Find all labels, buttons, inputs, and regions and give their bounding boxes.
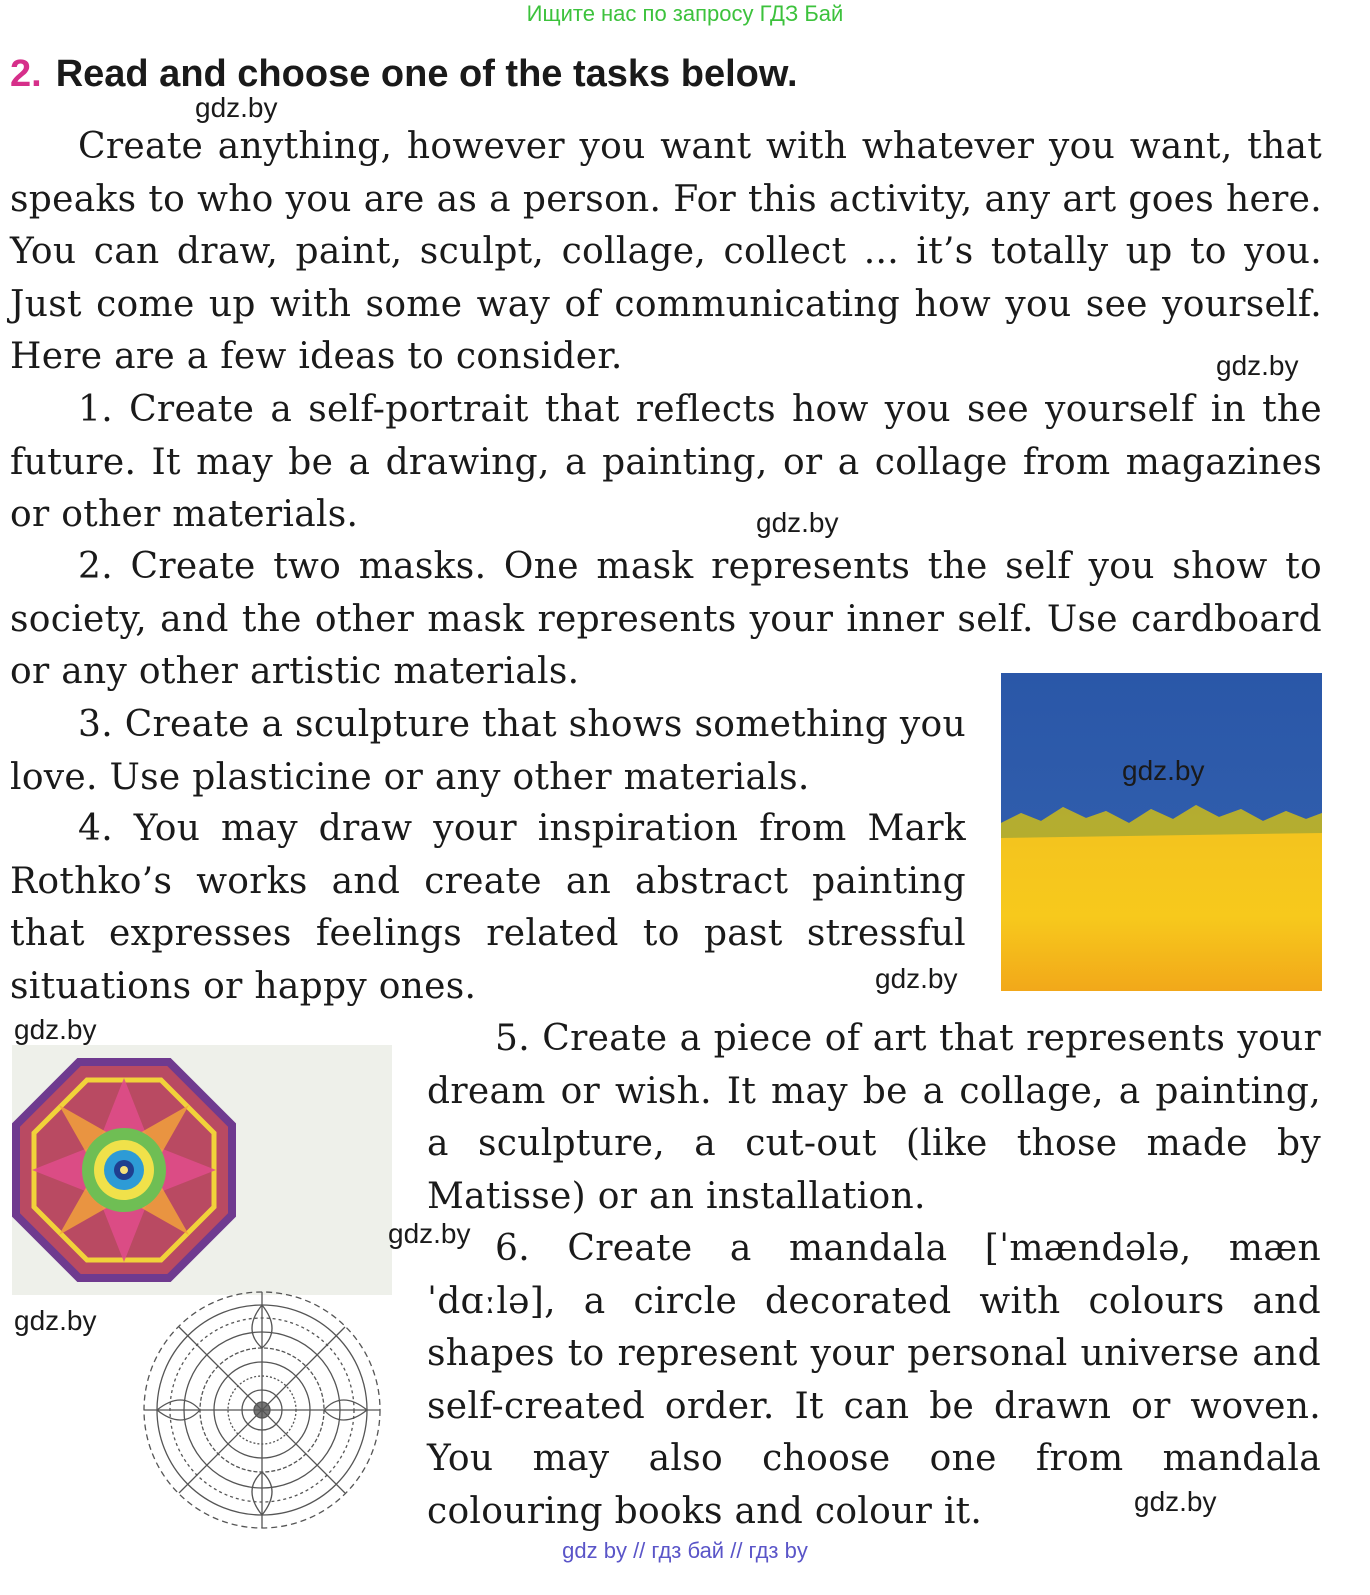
woven-mandala-image [12, 1045, 392, 1295]
task-heading [10, 52, 798, 96]
watermark: gdz.by [1134, 1486, 1217, 1517]
footer-links: gdz by // гдз бай // гдз by [562, 1538, 808, 1563]
task-4 [10, 803, 966, 1013]
watermark: gdz.by [14, 1014, 97, 1045]
task-5-text: 5. Create a piece of art that represents your dream or wish. It may be a collage, a painting, a sculpture, a cut-out (like those made by Matisse) or an installation. [427, 1018, 1321, 1217]
watermark: gdz.by [1122, 755, 1205, 786]
task-title: Read and choose one of the tasks below. [55, 53, 798, 95]
task-2-text: 2. Create two masks. One mask represents the self you show to society, and the other mask represents your inner self. Use cardboard or any other artistic materials. [10, 546, 1322, 692]
task-6-text: 6. Create a mandala [ˈmændələ, mænˈdɑːlə], a circle decorated with colours and shapes to represent your personal universe and self-created order. It can be drawn or woven. You may also choose one from mandala colouring books and colour it. [427, 1228, 1321, 1532]
watermark: gdz.by [14, 1305, 97, 1336]
task-1-text: 1. Create a self-portrait that reflects how you see yourself in the future. It may be a drawing, a painting, or a collage from magazines or other materials. [10, 389, 1322, 535]
task-3 [10, 699, 966, 804]
intro-paragraph [10, 121, 1322, 384]
task-3-text: 3. Create a sculpture that shows something you love. Use plasticine or any other materials. [10, 704, 966, 798]
rothko-painting-image [1001, 673, 1322, 991]
task-1 [10, 384, 1322, 542]
watermark: gdz.by [195, 92, 278, 123]
watermark: gdz.by [875, 963, 958, 994]
task-4-text: 4. You may draw your inspiration from Mark Rothko’s works and create an abstract painting that expresses feelings related to past stressful situations or happy ones. [10, 808, 966, 1007]
watermark: gdz.by [388, 1218, 471, 1249]
task-number: 2. [10, 53, 42, 95]
top-banner: Ищите нас по запросу ГДЗ Бай [526, 1, 844, 26]
task-5 [427, 1013, 1321, 1223]
watermark: gdz.by [756, 507, 839, 538]
intro-text: Create anything, however you want with whatever you want, that speaks to who you are as a person. For this activity, any art goes here. You can draw, paint, sculpt, collage, collect ... it’s totally up to you. Just come up with some way of communicating how you see yourself. Here are a few ideas to consider. [10, 126, 1322, 377]
watermark: gdz.by [1216, 350, 1299, 381]
drawn-mandala-image [135, 1285, 390, 1535]
